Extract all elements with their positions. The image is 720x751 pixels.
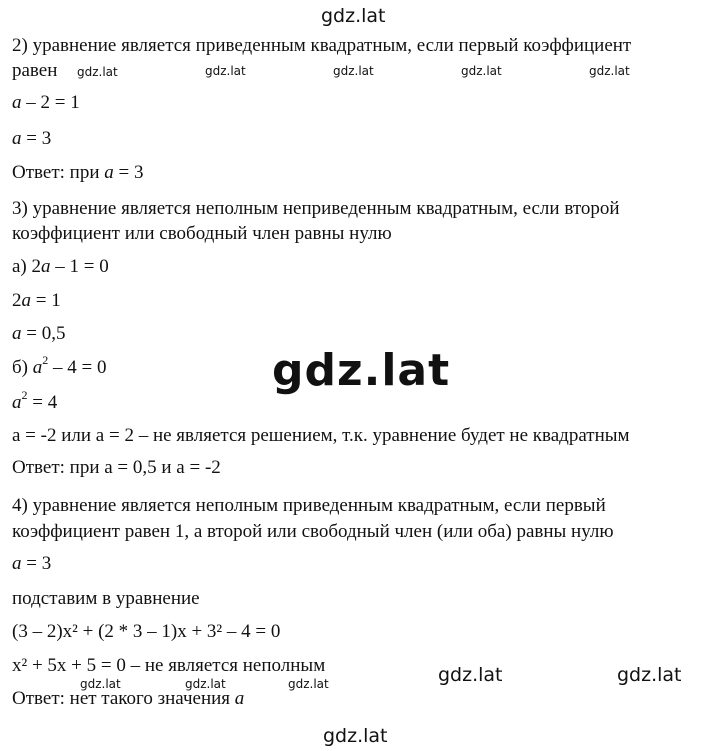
text-line: равен [12,60,58,81]
watermark-small: gdz.lat [77,65,118,79]
watermark-mid: gdz.lat [438,664,503,686]
text-line: коэффициент или свободный член равны нулю [12,223,392,244]
text-line: подставим в уравнение [12,588,200,609]
watermark-bottom: gdz.lat [323,725,388,747]
equation-line: a = 0,5 [12,323,66,344]
equation-line: 2a = 1 [12,290,61,311]
watermark-small: gdz.lat [333,64,374,78]
answer-line: Ответ: при a = 0,5 и a = -2 [12,457,221,478]
watermark-mid: gdz.lat [617,664,682,686]
text-line: a = -2 или a = 2 – не является решением, т.к. уравнение будет не квадратным [12,425,630,446]
watermark-small: gdz.lat [80,677,121,691]
equation-line: a = 3 [12,553,52,574]
watermark-small: gdz.lat [288,677,329,691]
text-line: коэффициент равен 1, а второй или свободный член (или оба) равны нулю [12,521,614,542]
equation-line: $a^2 = 4$ [12,387,58,413]
watermark-large: gdz.lat [272,345,451,396]
equation-line: а) 2a – 1 = 0 [12,256,109,277]
equation-line: a = 3 [12,128,52,149]
watermark-top: gdz.lat [321,5,386,27]
text-line: 3) уравнение является неполным неприведенным квадратным, если второй [12,198,620,219]
watermark-small: gdz.lat [589,64,630,78]
equation-line: a – 2 = 1 [12,92,80,113]
watermark-small: gdz.lat [461,64,502,78]
watermark-small: gdz.lat [185,677,226,691]
text-line: 2) уравнение является приведенным квадратным, если первый коэффициент [12,35,632,56]
equation-line: (3 – 2)x² + (2 * 3 – 1)x + 3² – 4 = 0 [12,621,281,642]
answer-line: Ответ: при a = 3 [12,162,144,183]
text-line: 4) уравнение является неполным приведенным квадратным, если первый [12,495,606,516]
answer-line: Ответ: нет такого значения a [12,688,245,709]
equation-line: x² + 5x + 5 = 0 – не является неполным [12,655,326,676]
watermark-small: gdz.lat [205,64,246,78]
equation-line: б) $a^2 - 4 = 0$ [12,352,107,378]
